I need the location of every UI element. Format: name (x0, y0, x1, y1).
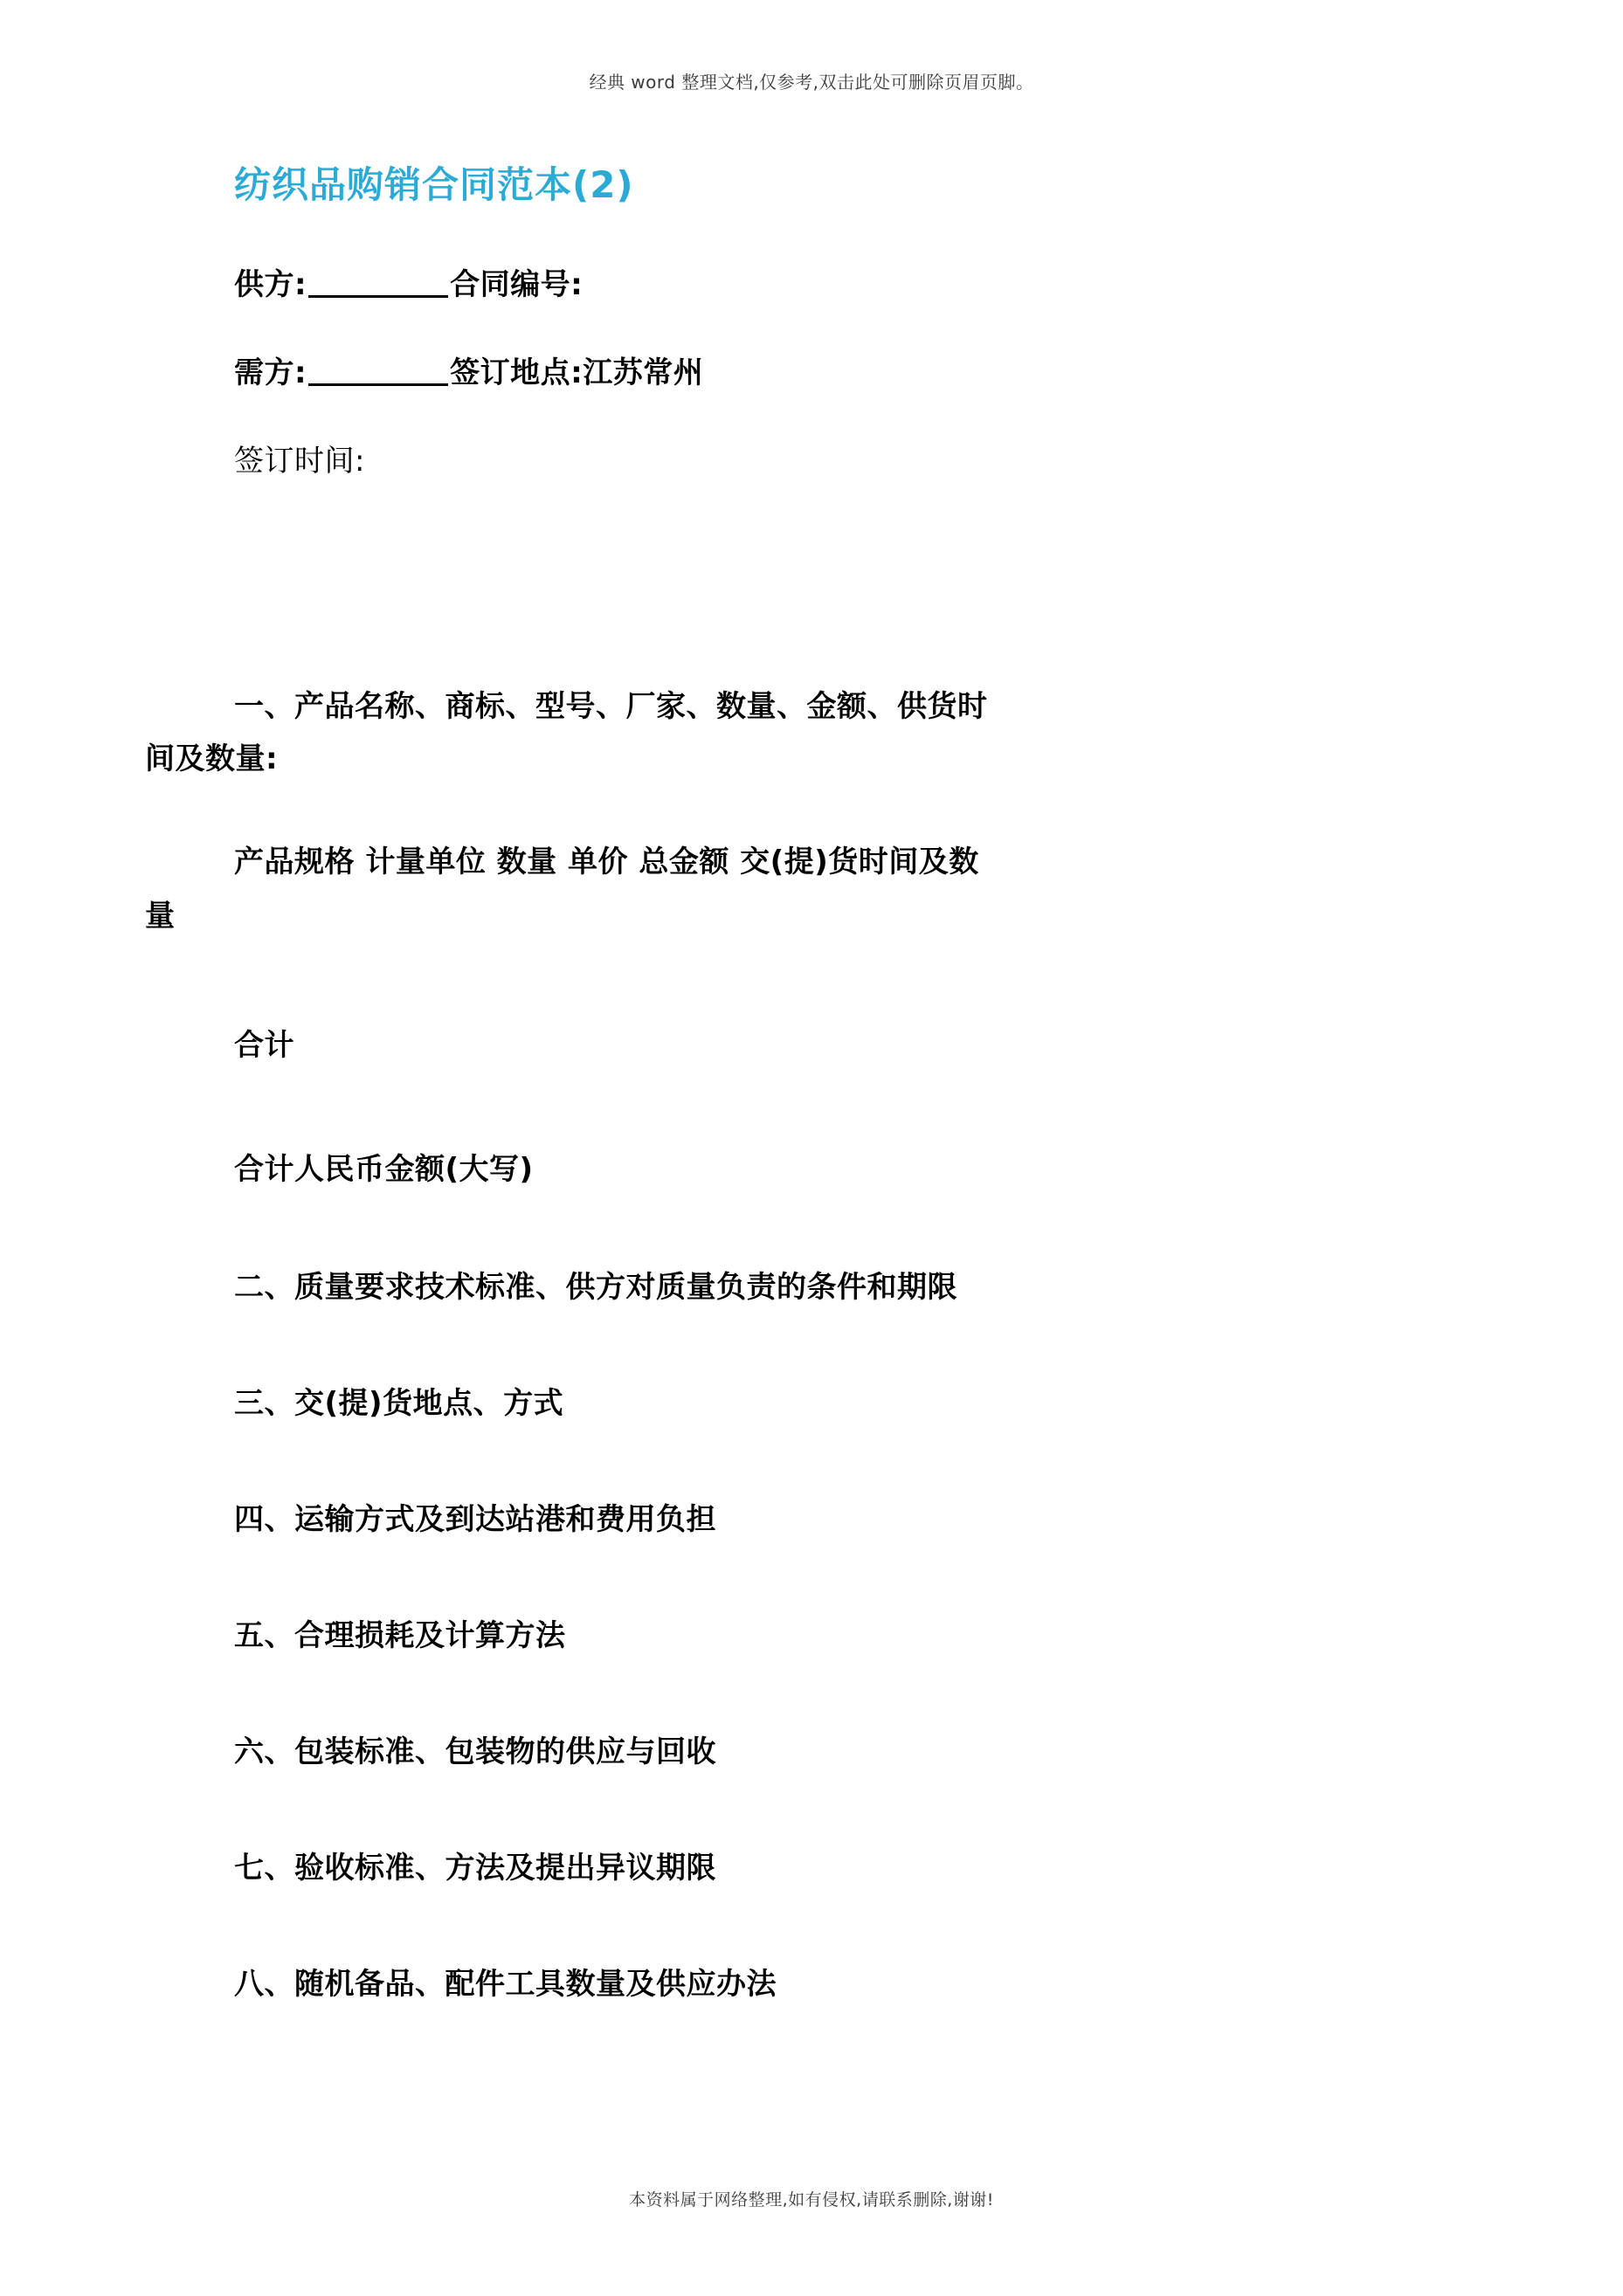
supplier-blank (308, 295, 448, 298)
total-rmb-block (234, 1148, 1396, 1191)
sign-place-label: 签订地点: (450, 355, 584, 390)
table-header-line2: 量 (145, 899, 176, 934)
sign-time-line: 签订时间: (234, 444, 365, 479)
total-label: 合计 (234, 1028, 294, 1063)
total-block (234, 1024, 1396, 1067)
page-title: 纺织品购销合同范本(2) (234, 163, 634, 206)
section-one-line1: 一、产品名称、商标、型号、厂家、数量、金额、供货时 (234, 689, 988, 724)
section-three: 三、交(提)货地点、方式 (234, 1386, 564, 1421)
buyer-line (234, 352, 1396, 395)
table-header-block (234, 841, 1475, 884)
section-one-cont-block (145, 738, 1455, 781)
section-two-block (234, 1266, 1457, 1309)
table-header-cont-block (145, 895, 1455, 938)
section-two: 二、质量要求技术标准、供方对质量负责的条件和期限 (234, 1270, 957, 1305)
section-four: 四、运输方式及到达站港和费用负担 (234, 1502, 716, 1537)
page-header-note: 经典 word 整理文档,仅参考,双击此处可删除页眉页脚。 (589, 72, 1034, 93)
section-five-block (234, 1615, 1396, 1658)
section-five: 五、合理损耗及计算方法 (234, 1618, 566, 1653)
section-seven-block (234, 1847, 1396, 1890)
document-body (234, 162, 1396, 528)
section-seven: 七、验收标准、方法及提出异议期限 (234, 1851, 716, 1886)
section-six: 六、包装标准、包装物的供应与回收 (234, 1734, 716, 1769)
section-six-block (234, 1731, 1396, 1774)
total-rmb-label: 合计人民币金额(大写) (234, 1152, 534, 1187)
section-eight: 八、随机备品、配件工具数量及供应办法 (234, 1967, 777, 2002)
supplier-line (234, 264, 1396, 307)
section-eight-block (234, 1963, 1396, 2006)
buyer-blank (308, 383, 448, 386)
section-one-block (234, 686, 1396, 728)
buyer-label: 需方: (234, 355, 307, 390)
supplier-label: 供方: (234, 266, 307, 302)
section-one-line2: 间及数量: (145, 741, 279, 776)
table-header-line1: 产品规格 计量单位 数量 单价 总金额 交(提)货时间及数 (234, 845, 979, 879)
sign-place-value: 江苏常州 (583, 355, 704, 390)
section-four-block (234, 1499, 1396, 1541)
section-three-block (234, 1382, 1396, 1425)
contract-no-label: 合同编号: (450, 266, 584, 302)
page-footer-note: 本资料属于网络整理,如有侵权,请联系删除,谢谢! (629, 2190, 994, 2210)
